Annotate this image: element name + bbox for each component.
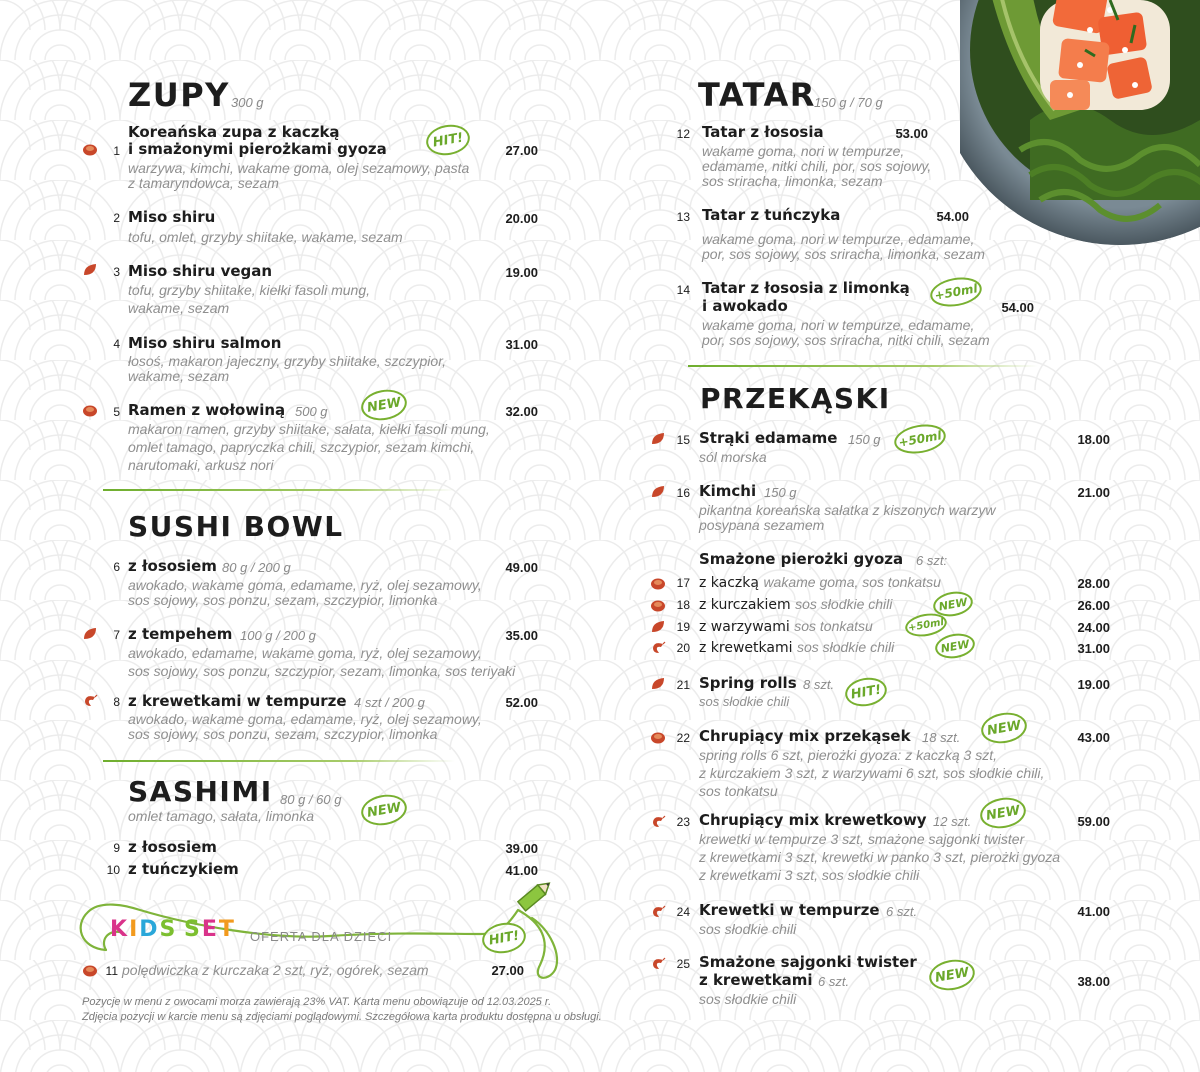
item-name: Tatar z tuńczyka <box>702 206 841 224</box>
item-weight: 80 g / 200 g <box>222 560 291 575</box>
shrimp-icon <box>650 814 666 833</box>
item-price: 28.00 <box>1077 576 1110 591</box>
item-price: 39.00 <box>505 841 538 856</box>
item-description: spring rolls 6 szt, pierożki gyoza: z kaczką 3 szt, <box>699 747 997 763</box>
item-description-line2: z krewetkami 3 szt, krewetki w panko 3 szt, pierożki gyoza <box>699 849 1061 865</box>
item-price: 27.00 <box>505 143 538 158</box>
item-description: krewetki w tempurze 3 szt, smażone sajgonki twister <box>699 831 1025 847</box>
item-description: warzywa, kimchi, wakame goma, olej sezamowy, pasta <box>128 160 470 176</box>
item-name: Kimchi <box>699 482 757 500</box>
section-description-sashimi: omlet tamago, sałata, limonka <box>128 808 314 824</box>
item-price: 35.00 <box>505 628 538 643</box>
item-price: 43.00 <box>1077 730 1110 745</box>
item-price: 19.00 <box>1077 677 1110 692</box>
item-description: awokado, edamame, wakame goma, ryż, olej sezamowy, <box>128 645 482 661</box>
leaf-icon <box>650 484 666 503</box>
shrimp-icon <box>82 693 98 712</box>
hit-badge: HIT! <box>843 675 889 710</box>
new-badge: NEW <box>978 794 1029 832</box>
item-description-line2: edamame, nitki chili, por, sos sojowy, <box>702 158 932 174</box>
item-price: 52.00 <box>505 695 538 710</box>
section-title-zupy: ZUPY <box>128 76 230 114</box>
item-name-line2: z krewetkami <box>699 971 813 989</box>
item-number: 16 <box>676 486 690 500</box>
item-description-line3: sos sriracha, limonka, sezam <box>702 173 883 189</box>
meat-icon <box>650 729 666 748</box>
item-weight: 4 szt / 200 g <box>354 695 425 710</box>
item-description-line2: omlet tamago, papryczka chili, szczypior, sezam kimchi, <box>128 439 475 455</box>
section-divider <box>688 365 1038 367</box>
item-description: sos słodkie chili <box>699 991 797 1007</box>
gyoza-group-weight: 6 szt: <box>916 553 948 568</box>
item-name: Tatar z łososia <box>702 123 824 141</box>
plus-50ml-badge: +50ml <box>928 274 984 311</box>
item-description: pikantna koreańska sałatka z kiszonych warzyw <box>699 502 996 518</box>
item-name: Miso shiru vegan <box>128 262 273 280</box>
leaf-icon <box>650 431 666 450</box>
item-price: 59.00 <box>1077 814 1110 829</box>
item-name: Miso shiru salmon <box>128 334 282 352</box>
item-price: 41.00 <box>1077 904 1110 919</box>
item-description-line2: sos sojowy, sos ponzu, szczypior, sezam, limonka, sos teriyaki <box>128 663 516 679</box>
item-price: 27.00 <box>491 963 524 978</box>
item-weight: 8 szt. <box>803 677 835 692</box>
item-number: 20 <box>676 641 690 655</box>
section-title-sushi-bowl: SUSHI BOWL <box>128 510 344 543</box>
footer-note-line1: Pozycje w menu z owocami morza zawierają 23% VAT. Karta menu obowiązuje od 12.03.2025 r. <box>82 996 552 1008</box>
item-description: wakame goma, nori w tempurze, <box>702 143 905 159</box>
item-number: 11 <box>105 964 118 978</box>
item-number: 15 <box>676 433 690 447</box>
kids-set-subtitle: OFERTA DLA DZIECI <box>250 929 393 944</box>
new-badge: NEW <box>359 386 410 424</box>
item-name: Koreańska zupa z kaczką <box>128 123 340 141</box>
item-price: 49.00 <box>505 560 538 575</box>
item-description-line2: sos sojowy, sos ponzu, sezam, szczypior, limonka <box>128 726 438 742</box>
item-number: 8 <box>113 695 120 709</box>
item-number: 6 <box>113 560 120 574</box>
section-title-sashimi: SASHIMI <box>128 775 273 808</box>
item-name: z łososiem <box>128 557 217 575</box>
item-description-line2: por, sos sojowy, sos sriracha, limonka, sezam <box>702 246 985 262</box>
kids-set-title-set: SET <box>184 917 236 942</box>
item-weight: 150 g <box>764 485 797 500</box>
item-price: 31.00 <box>505 337 538 352</box>
item-price: 53.00 <box>895 126 928 141</box>
kids-set-description: polędwiczka z kurczaka 2 szt, ryż, ogórek, sezam <box>122 962 429 978</box>
item-description-line2: wakame, sezam <box>128 300 230 316</box>
item-description: wakame goma, nori w tempurze, edamame, <box>702 231 975 247</box>
item-description: sól morska <box>699 449 767 465</box>
footer-note-line2: Zdjęcia pozycji w karcie menu są zdjęciami poglądowymi. Szczegółowa karta produktu dostępna u obsługi. <box>82 1011 602 1023</box>
item-description: tofu, grzyby shiitake, kiełki fasoli mung, <box>128 282 370 298</box>
item-description: awokado, wakame goma, edamame, ryż, olej sezamowy, <box>128 711 482 727</box>
poke-bowl-photo <box>960 0 1200 250</box>
item-price: 41.00 <box>505 863 538 878</box>
item-description-line2: wakame, sezam <box>128 368 230 384</box>
item-name: Chrupiący mix przekąsek <box>699 727 911 745</box>
item-number: 17 <box>676 576 690 590</box>
duck-icon <box>82 141 98 160</box>
item-number: 25 <box>676 957 690 971</box>
section-weight-zupy: 300 g <box>231 95 264 110</box>
item-number: 23 <box>676 815 690 829</box>
section-title-tatar: TATAR <box>698 76 816 114</box>
item-description-line3: narutomaki, arkusz nori <box>128 457 274 473</box>
meat-icon <box>82 962 98 981</box>
item-description: łosoś, makaron jajeczny, grzyby shiitake, szczypior, <box>128 353 446 369</box>
gyoza-group-name: Smażone pierożki gyoza <box>699 550 904 568</box>
item-description-line2: sos sojowy, sos ponzu, sezam, szczypior, limonka <box>128 592 438 608</box>
item-name: z łososiem <box>128 838 217 856</box>
item-number: 18 <box>676 598 690 612</box>
item-number: 21 <box>676 678 690 692</box>
plus-50ml-badge: +50ml <box>903 611 948 640</box>
item-description-line2: por, sos sojowy, sos sriracha, nitki chili, sezam <box>702 332 990 348</box>
item-number: 22 <box>676 731 690 745</box>
item-number: 24 <box>676 905 690 919</box>
item-weight: 6 szt. <box>886 904 918 919</box>
new-badge: NEW <box>933 631 977 662</box>
item-price: 38.00 <box>1077 974 1110 989</box>
item-name: Smażone sajgonki twister <box>699 953 917 971</box>
item-name: z kaczką wakame goma, sos tonkatsu <box>699 574 941 591</box>
hit-badge: HIT! <box>424 121 473 158</box>
item-name: z krewetkami sos słodkie chili <box>699 639 895 656</box>
hit-badge: HIT! <box>480 919 529 956</box>
item-description-line2: z kurczakiem 3 szt, z warzywami 6 szt, sos słodkie chili, <box>699 765 1045 781</box>
section-divider <box>103 760 455 762</box>
kids-set-title-kids: KIDS <box>110 917 178 942</box>
item-number: 4 <box>113 337 120 351</box>
leaf-icon <box>82 262 98 281</box>
item-description: sos słodkie chili <box>699 694 790 709</box>
item-weight: 500 g <box>295 404 328 419</box>
item-description-line3: sos tonkatsu <box>699 783 778 799</box>
item-description-line3: z krewetkami 3 szt, sos słodkie chili <box>699 867 920 883</box>
leaf-icon <box>650 619 666 638</box>
item-name: Krewetki w tempurze <box>699 901 880 919</box>
shrimp-icon <box>650 956 666 975</box>
item-price: 54.00 <box>936 209 969 224</box>
item-description: awokado, wakame goma, edamame, ryż, olej sezamowy, <box>128 577 482 593</box>
item-name: z warzywami sos tonkatsu <box>699 618 873 635</box>
leaf-icon <box>82 626 98 645</box>
item-name-line2: i awokado <box>702 297 788 315</box>
item-price: 21.00 <box>1077 485 1110 500</box>
item-description: sos słodkie chili <box>699 921 797 937</box>
item-number: 19 <box>676 620 690 634</box>
leaf-icon <box>650 676 666 695</box>
plus-50ml-badge: +50ml <box>892 421 948 458</box>
item-price: 32.00 <box>505 404 538 419</box>
new-badge: NEW <box>927 956 978 994</box>
section-title-przekaski: PRZEKĄSKI <box>700 382 891 415</box>
item-number: 5 <box>113 405 120 419</box>
item-number: 12 <box>676 127 690 141</box>
meat-icon <box>650 597 666 616</box>
item-weight: 18 szt. <box>922 730 961 745</box>
item-number: 3 <box>113 265 120 279</box>
item-weight: 12 szt. <box>933 814 972 829</box>
item-name: Tatar z łososia z limonką <box>702 279 910 297</box>
shrimp-icon <box>650 640 666 659</box>
pencil-icon <box>510 872 558 920</box>
item-number: 14 <box>676 283 690 297</box>
item-number: 9 <box>113 841 120 855</box>
shrimp-icon <box>650 904 666 923</box>
new-badge: NEW <box>931 589 975 620</box>
item-name: Miso shiru <box>128 208 216 226</box>
item-name: z tuńczykiem <box>128 860 239 878</box>
item-name: Spring rolls <box>699 674 797 692</box>
item-description: tofu, omlet, grzyby shiitake, wakame, sezam <box>128 229 403 245</box>
item-number: 10 <box>106 863 120 877</box>
item-name-line2: i smażonymi pierożkami gyoza <box>128 140 387 158</box>
item-name: Chrupiący mix krewetkowy <box>699 811 927 829</box>
item-description-line2: posypana sezamem <box>699 517 825 533</box>
item-number: 13 <box>676 210 690 224</box>
section-weight-sashimi: 80 g / 60 g <box>280 792 342 807</box>
item-name: z kurczakiem sos słodkie chili <box>699 596 893 613</box>
item-number: 1 <box>113 144 120 158</box>
item-weight: 100 g / 200 g <box>240 628 316 643</box>
item-description: wakame goma, nori w tempurze, edamame, <box>702 317 975 333</box>
item-price: 26.00 <box>1077 598 1110 613</box>
item-number: 2 <box>113 211 120 225</box>
item-name: z krewetkami w tempurze <box>128 692 347 710</box>
item-weight: 6 szt. <box>818 974 850 989</box>
new-badge: NEW <box>359 791 410 829</box>
item-price: 31.00 <box>1077 641 1110 656</box>
item-name: z tempehem <box>128 625 233 643</box>
item-price: 18.00 <box>1077 432 1110 447</box>
item-price: 54.00 <box>1001 300 1034 315</box>
item-number: 7 <box>113 628 120 642</box>
item-price: 24.00 <box>1077 620 1110 635</box>
duck-icon <box>650 575 666 594</box>
item-price: 20.00 <box>505 211 538 226</box>
item-description-line2: z tamaryndowca, sezam <box>128 175 279 191</box>
meat-icon <box>82 402 98 421</box>
item-price: 19.00 <box>505 265 538 280</box>
item-name: Strąki edamame <box>699 429 838 447</box>
section-divider <box>103 489 455 491</box>
section-weight-tatar: 150 g / 70 g <box>814 95 883 110</box>
item-weight: 150 g <box>848 432 881 447</box>
new-badge: NEW <box>979 709 1030 747</box>
item-description: makaron ramen, grzyby shiitake, sałata, kiełki fasoli mung, <box>128 421 490 437</box>
item-name: Ramen z wołowiną <box>128 401 286 419</box>
